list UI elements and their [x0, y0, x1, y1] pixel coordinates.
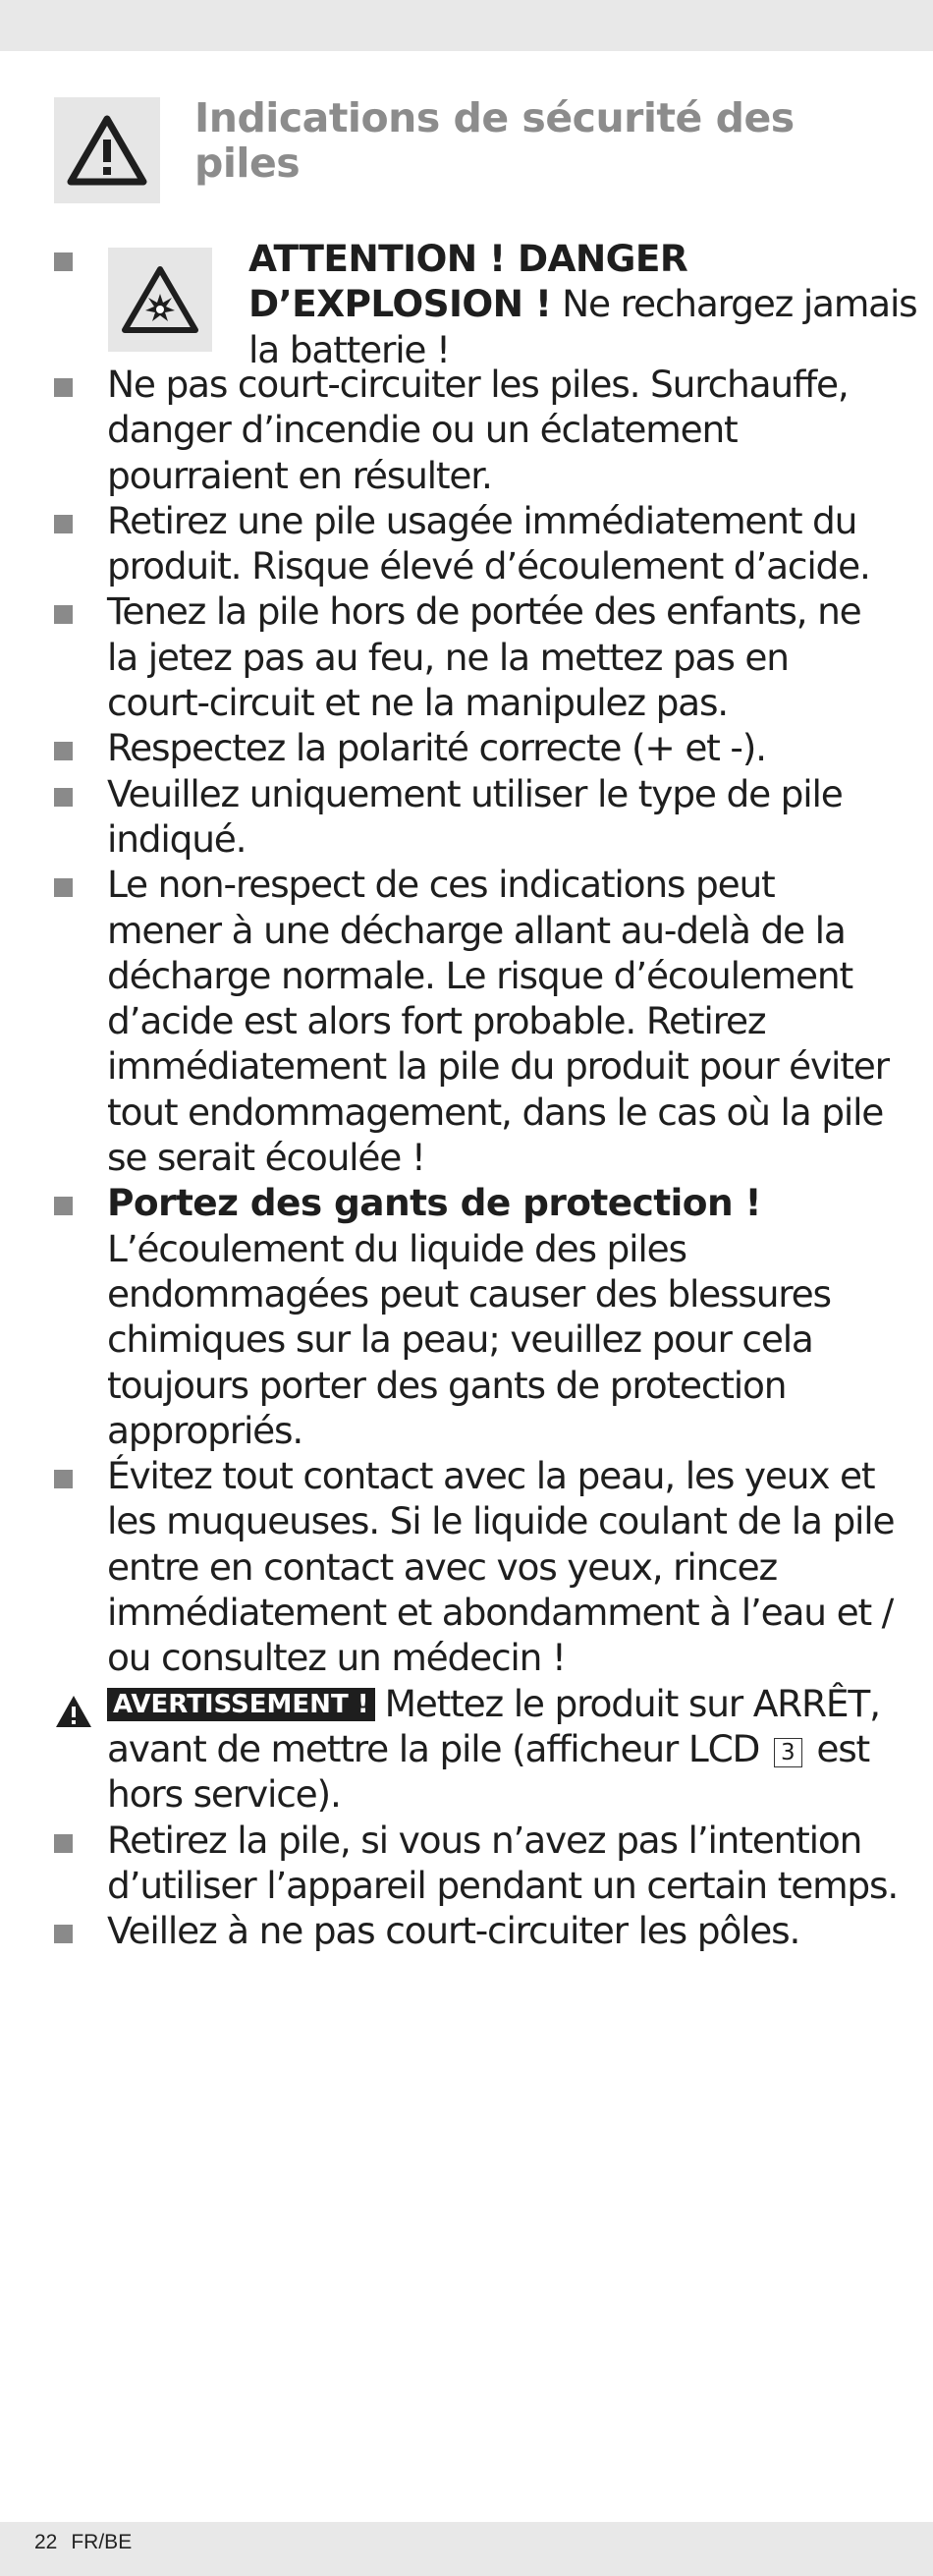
display-reference: 3: [774, 1738, 802, 1767]
item-text: Respectez la polarité correcte (+ et -).: [107, 726, 766, 770]
warning-notice: [54, 1681, 899, 1818]
square-bullet-icon: [54, 1197, 73, 1215]
list-item: [54, 362, 899, 498]
list-item: [54, 1180, 899, 1453]
explosion-hazard-icon: [121, 264, 199, 335]
page-number: 22: [34, 2531, 58, 2553]
list-item: [54, 588, 899, 725]
item-text: Ne pas court-circuiter les piles. Surchauffe, danger d’incendie ou un éclatement pourraient en résulter.: [107, 363, 849, 497]
item-text: Tenez la pile hors de portée des enfants, ne la jetez pas au feu, ne la mettez pas en court-circuit et ne la manipulez pas.: [107, 589, 861, 725]
square-bullet-icon: [54, 1470, 73, 1488]
item-text: Le non-respect de ces indications peut mener à une décharge allant au-delà de la décharge normale. Le risque d’écoulement d’acide est alors fort probable. Retirez immédiatement la pile du produit pour éviter tout endommagement, dans le cas où la pile se serait écoulée !: [107, 863, 889, 1180]
warning-icon-box: [54, 97, 160, 203]
top-band: [0, 0, 933, 51]
list-item: [54, 1453, 899, 1680]
square-bullet-icon: [54, 252, 73, 271]
list-item: [54, 725, 899, 770]
warning-triangle-icon: [66, 113, 148, 188]
item-text: L’écoulement du liquide des piles endommagées peut causer des blessures chimiques sur la peau; veuillez pour cela toujours porter des gants de protection appropriés.: [107, 1226, 831, 1452]
danger-heading: ATTENTION ! DANGER D’EXPLOSION !: [248, 237, 688, 326]
list-item: [54, 498, 899, 589]
square-bullet-icon: [54, 1925, 73, 1943]
square-bullet-icon: [54, 1834, 73, 1853]
square-bullet-icon: [54, 788, 73, 807]
page-footer: [34, 2531, 132, 2554]
warning-triangle-icon: [54, 1694, 93, 1729]
gloves-heading: Portez des gants de protection !: [107, 1181, 761, 1225]
item-text: Évitez tout contact avec la peau, les yeux et les muqueuses. Si le liquide coulant de la pile entre en contact avec vos yeux, rincez immédiatement et abondamment à l’eau et / ou consultez un médecin !: [107, 1454, 895, 1680]
list-item: [54, 236, 917, 371]
list-item: [54, 862, 899, 1180]
warning-text: Mettez le produit sur ARRÊT, avant de mettre la pile (afficheur LCD: [107, 1681, 880, 1770]
list-item: [54, 1818, 899, 1909]
square-bullet-icon: [54, 878, 73, 897]
section-title: Indications de sécurité des piles: [194, 94, 795, 187]
safety-list: [54, 236, 917, 1953]
square-bullet-icon: [54, 515, 73, 533]
item-text: Ne rechargez jamais la batterie !: [248, 282, 917, 371]
item-text: Veuillez uniquement utiliser le type de pile indiqué.: [107, 771, 843, 861]
warning-text-end: est hors service).: [107, 1726, 870, 1817]
language-code: FR/BE: [71, 2531, 133, 2553]
bottom-band: [0, 2522, 933, 2576]
item-text: Retirez la pile, si vous n’avez pas l’intention d’utiliser l’appareil pendant un certain temps.: [107, 1818, 899, 1907]
square-bullet-icon: [54, 378, 73, 397]
list-item: [54, 771, 899, 863]
square-bullet-icon: [54, 605, 73, 624]
square-bullet-icon: [54, 742, 73, 760]
explosion-icon-box: [108, 248, 212, 352]
item-text: Veillez à ne pas court-circuiter les pôles.: [107, 1909, 800, 1953]
list-item: [54, 1908, 899, 1953]
item-text: Retirez une pile usagée immédiatement du produit. Risque élevé d’écoulement d’acide.: [107, 498, 870, 588]
warning-badge: AVERTISSEMENT !: [107, 1688, 375, 1721]
